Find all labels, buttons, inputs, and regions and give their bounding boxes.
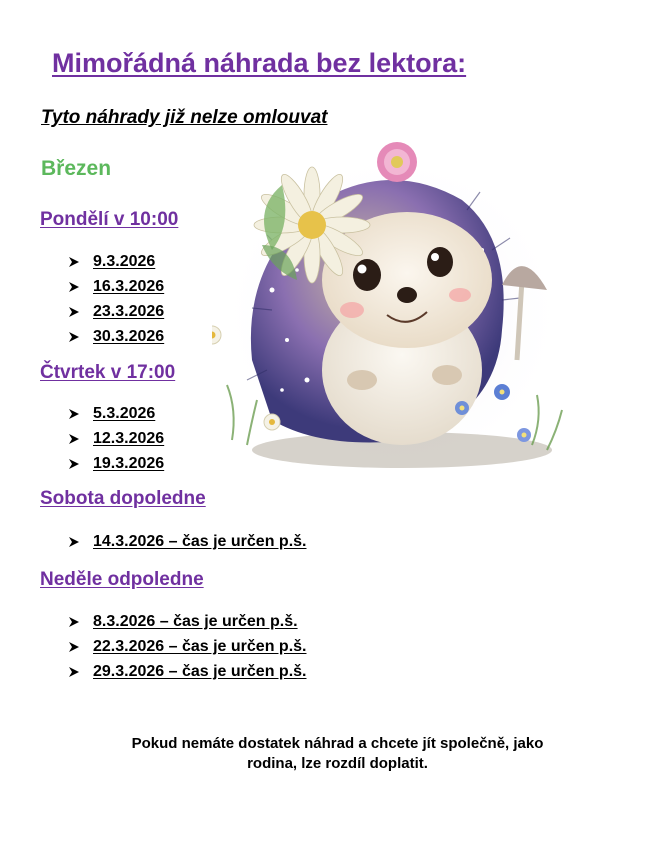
list-item: 19.3.2026 — [68, 451, 164, 476]
date-list-pondeli — [68, 249, 164, 349]
month-heading: Březen — [41, 157, 112, 180]
date-list-ctvrtek — [68, 401, 164, 476]
list-item: 23.3.2026 — [68, 299, 164, 324]
list-item: 9.3.2026 — [68, 249, 164, 274]
heading-ctvrtek: Čtvrtek v 17:00 — [40, 362, 176, 383]
arrow-bullet-icon — [68, 281, 93, 293]
heading-pondeli: Pondělí v 10:00 — [40, 209, 179, 230]
subtitle: Tyto náhrady již nelze omlouvat — [41, 107, 328, 128]
list-item: 8.3.2026 – čas je určen p.š. — [68, 609, 306, 634]
date-list-nedele — [68, 609, 306, 684]
heading-sobota: Sobota dopoledne — [40, 488, 206, 509]
arrow-bullet-icon — [68, 331, 93, 343]
footer-note — [60, 734, 615, 774]
list-item: 16.3.2026 — [68, 274, 164, 299]
arrow-bullet-icon — [68, 616, 93, 628]
hedgehog-illustration — [212, 130, 572, 480]
date-list-sobota — [68, 529, 306, 554]
footer-line-1: Pokud nemáte dostatek náhrad a chcete jít společně, jako — [131, 735, 544, 752]
arrow-bullet-icon — [68, 458, 93, 470]
list-item: 12.3.2026 — [68, 426, 164, 451]
arrow-bullet-icon — [68, 666, 93, 678]
arrow-bullet-icon — [68, 306, 93, 318]
arrow-bullet-icon — [68, 536, 93, 548]
arrow-bullet-icon — [68, 433, 93, 445]
page-title: Mimořádná náhrada bez lektora: — [52, 48, 467, 78]
arrow-bullet-icon — [68, 641, 93, 653]
arrow-bullet-icon — [68, 408, 93, 420]
list-item: 22.3.2026 – čas je určen p.š. — [68, 634, 306, 659]
list-item: 14.3.2026 – čas je určen p.š. — [68, 529, 306, 554]
arrow-bullet-icon — [68, 256, 93, 268]
list-item: 5.3.2026 — [68, 401, 164, 426]
list-item: 29.3.2026 – čas je určen p.š. — [68, 659, 306, 684]
heading-nedele: Neděle odpoledne — [40, 569, 204, 590]
footer-line-2: rodina, lze rozdíl doplatit. — [247, 755, 428, 772]
list-item: 30.3.2026 — [68, 324, 164, 349]
